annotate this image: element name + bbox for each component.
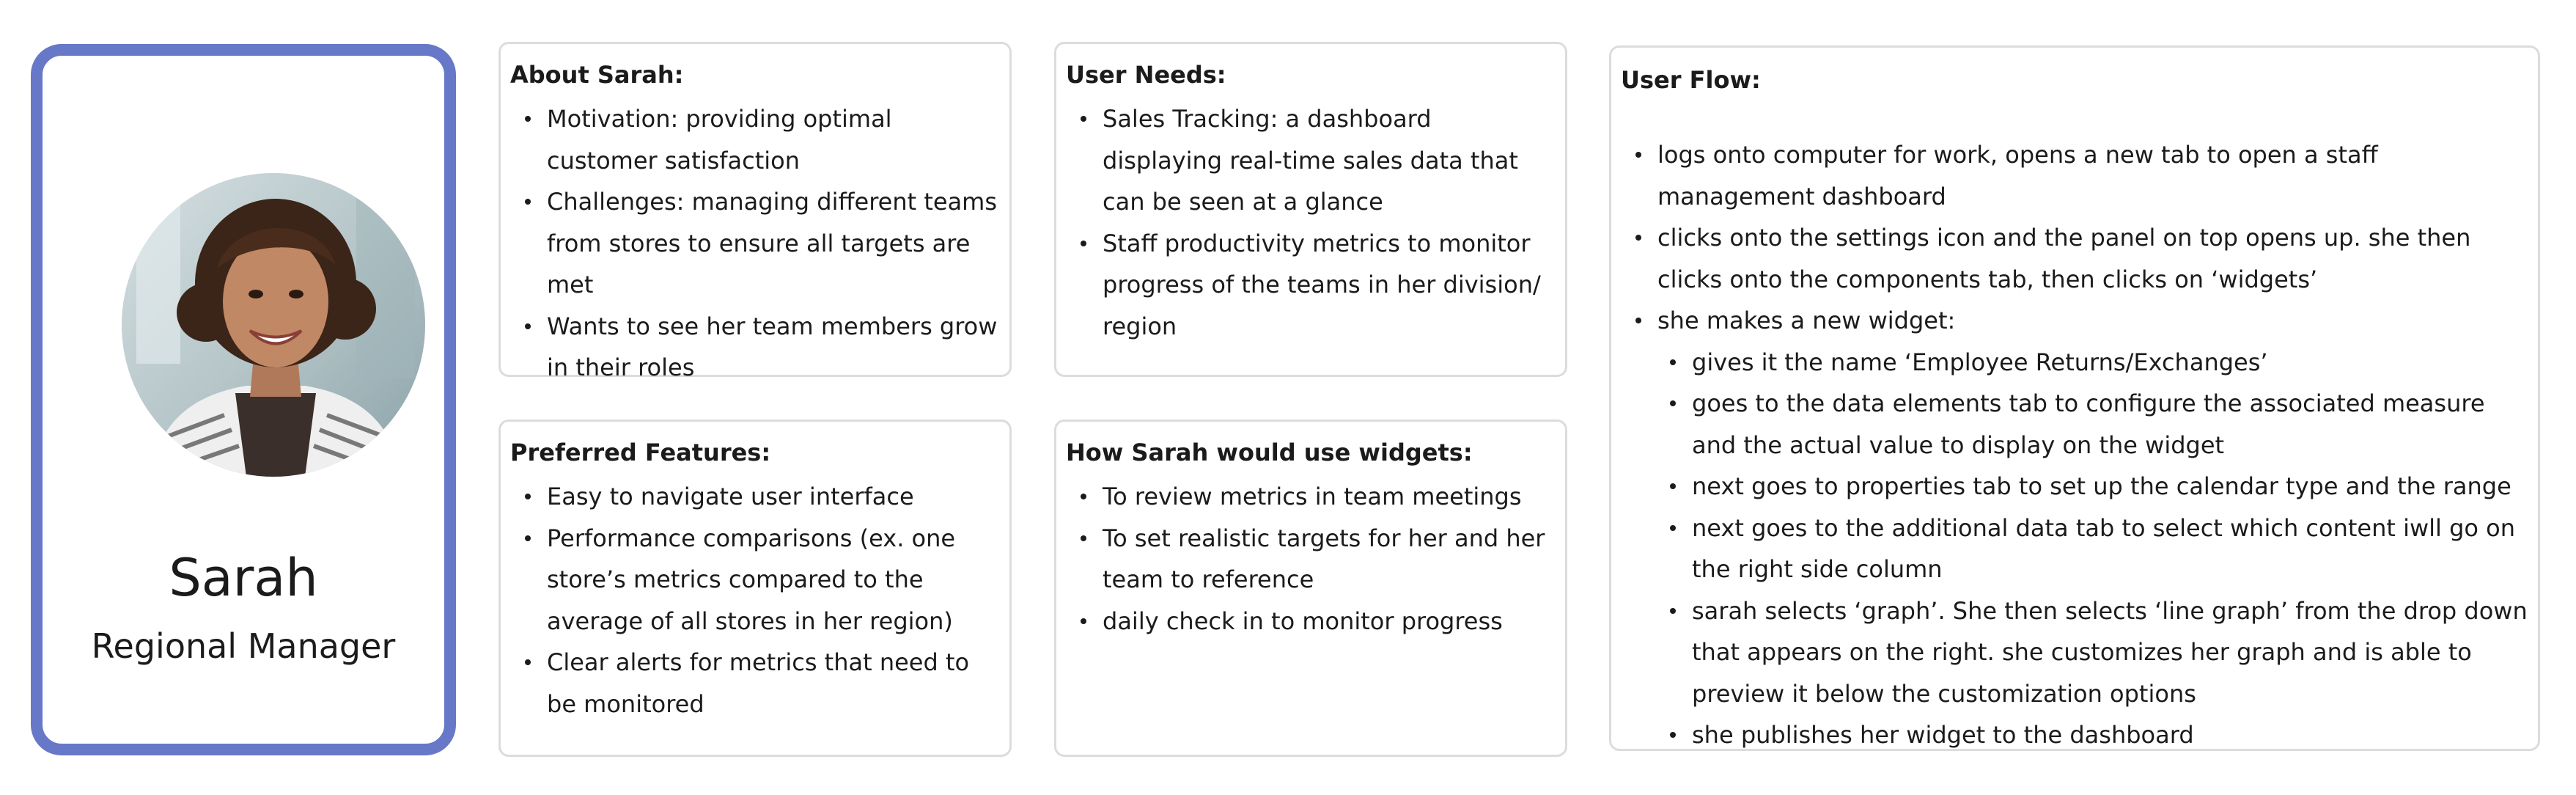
widget-usage-item: To review metrics in team meetings bbox=[1056, 476, 1565, 518]
widget-usage-item: To set realistic targets for her and her team to reference bbox=[1056, 518, 1565, 601]
user-flow-step: she makes a new widget: bbox=[1611, 300, 2538, 342]
preferred-features-list bbox=[501, 469, 1009, 725]
persona-name: Sarah bbox=[169, 548, 318, 608]
user-flow-step: logs onto computer for work, opens a new tab to open a staff management dashboard bbox=[1611, 134, 2538, 217]
user-flow-title: User Flow: bbox=[1621, 66, 1761, 94]
user-flow-substep: next goes to properties tab to set up the calendar type and the range bbox=[1611, 466, 2538, 508]
user-flow-substep: goes to the data elements tab to configure the associated measure and the actual value to display on the widget bbox=[1611, 383, 2538, 466]
preferred-features-panel bbox=[498, 420, 1012, 757]
widget-usage-item: daily check in to monitor progress bbox=[1056, 601, 1565, 642]
user-flow-list bbox=[1611, 96, 2538, 756]
user-needs-list bbox=[1056, 91, 1565, 347]
user-needs-title: User Needs: bbox=[1066, 61, 1226, 89]
about-panel bbox=[498, 42, 1012, 381]
widget-usage-list bbox=[1056, 469, 1565, 642]
about-item: Challenges: managing different teams from stores to ensure all targets are met bbox=[501, 181, 1009, 306]
user-needs-panel bbox=[1054, 42, 1567, 377]
user-needs-item: Staff productivity metrics to monitor progress of the teams in her division/ region bbox=[1056, 223, 1565, 348]
user-flow-panel bbox=[1609, 45, 2540, 751]
persona-role: Regional Manager bbox=[91, 626, 396, 666]
persona-card bbox=[31, 44, 456, 755]
preferred-features-item: Clear alerts for metrics that need to be monitored bbox=[501, 642, 1009, 725]
user-needs-item: Sales Tracking: a dashboard displaying real-time sales data that can be seen at a glance bbox=[1056, 98, 1565, 223]
about-item: Wants to see her team members grow in their roles bbox=[501, 306, 1009, 389]
user-flow-substep: she publishes her widget to the dashboard bbox=[1611, 714, 2538, 756]
user-flow-substep: gives it the name ‘Employee Returns/Exchanges’ bbox=[1611, 342, 2538, 384]
about-list bbox=[501, 91, 1009, 389]
preferred-features-title: Preferred Features: bbox=[510, 439, 771, 466]
preferred-features-item: Easy to navigate user interface bbox=[501, 476, 1009, 518]
widget-usage-panel bbox=[1054, 420, 1567, 757]
preferred-features-item: Performance comparisons (ex. one store’s metrics compared to the average of all stores in her region) bbox=[501, 518, 1009, 642]
user-flow-step: clicks onto the settings icon and the panel on top opens up. she then clicks onto the components tab, then clicks on ‘widgets’ bbox=[1611, 217, 2538, 300]
widget-usage-title: How Sarah would use widgets: bbox=[1066, 439, 1473, 466]
about-item: Motivation: providing optimal customer satisfaction bbox=[501, 98, 1009, 181]
user-flow-substep: sarah selects ‘graph’. She then selects ‘line graph’ from the drop down that appears on the right. she customizes her graph and is able to preview it below the customization options bbox=[1611, 590, 2538, 715]
user-flow-substep: next goes to the additional data tab to select which content iwll go on the right side column bbox=[1611, 508, 2538, 590]
persona-photo bbox=[122, 173, 425, 477]
about-title: About Sarah: bbox=[510, 61, 684, 89]
